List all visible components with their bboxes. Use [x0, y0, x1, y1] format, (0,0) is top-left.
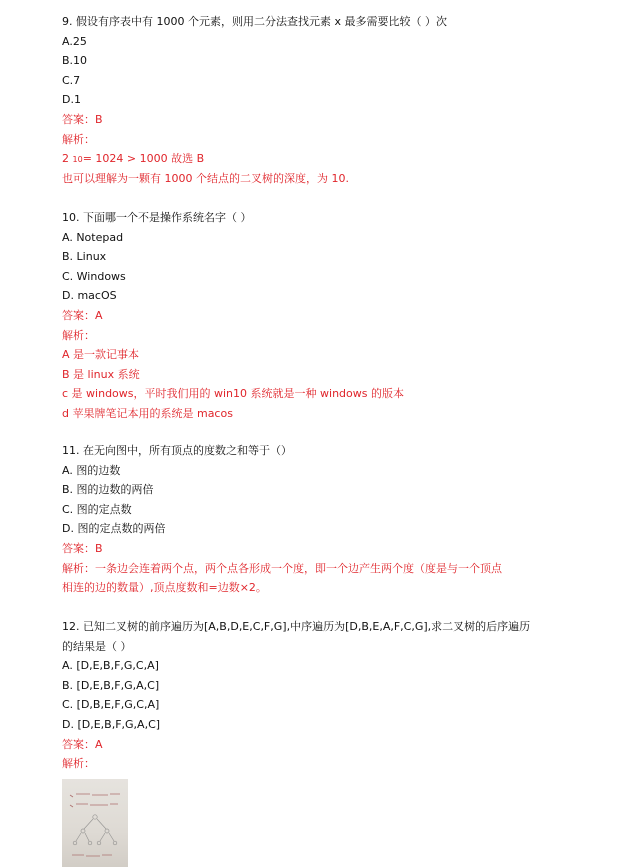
question-12-option-a: A. [D,E,B,F,G,C,A]: [62, 659, 159, 673]
question-9-text: 9. 假设有序表中有 1000 个元素，则用二分法查找元素 x 最多需要比较（ ）次: [62, 15, 447, 28]
question-12-option-b: B. [D,E,B,F,G,A,C]: [62, 678, 160, 692]
question-11-option-d: D. 图的定点数的两倍: [62, 522, 166, 536]
question-9-analysis-label: 解析：: [62, 132, 95, 146]
question-11-analysis-line-2: 相连的边的数量）,顶点度数和=边数×2。: [62, 581, 267, 595]
question-10-explanation-b: B 是 linux 系统: [62, 367, 140, 381]
exp-exponent: 10: [72, 155, 83, 165]
question-9-explanation-1: [62, 149, 602, 169]
question-12-option-d: D. [D,E,B,F,G,A,C]: [62, 717, 161, 731]
handwritten-tree-photo: [62, 779, 128, 867]
question-9-option-d: D.1: [62, 93, 81, 107]
question-11-text: 11. 在无向图中，所有顶点的度数之和等于（）: [62, 444, 292, 457]
question-11-option-c: C. 图的定点数: [62, 502, 132, 516]
question-9-answer: 答案：B: [62, 112, 103, 126]
question-12: [62, 617, 602, 774]
question-12-analysis-label: 解析：: [62, 757, 95, 771]
question-11-option-a: A. 图的边数: [62, 463, 121, 477]
question-11-analysis-line-1: 解析：一条边会连着两个点，两个点各形成一个度，即一个边产生两个度（度是与一个顶点: [62, 561, 502, 575]
question-10-option-c: C. Windows: [62, 269, 126, 283]
question-10-text: 10. 下面哪一个不是操作系统名字（ ）: [62, 211, 252, 224]
question-12-text-line-1: 12. 已知二叉树的前序遍历为[A,B,D,E,C,F,G],中序遍历为[D,B,E,A,F,C,G],求二叉树的后序遍历: [62, 620, 531, 633]
question-12-text-line-2: 的结果是（ ）: [62, 639, 132, 653]
question-9-option-b: B.10: [62, 54, 88, 68]
question-9-explanation-2: 也可以理解为一颗有 1000 个结点的二叉树的深度，为 10.: [62, 171, 349, 185]
question-10-explanation-d: d 苹果牌笔记本用的系统是 macos: [62, 406, 233, 420]
question-10: [62, 208, 602, 424]
exp-rest: = 1024 > 1000 故选 B: [82, 152, 205, 166]
handwritten-tree-sketch: [62, 779, 128, 867]
question-9: [62, 12, 602, 188]
question-10-analysis-label: 解析：: [62, 328, 95, 342]
question-10-answer: 答案：A: [62, 308, 103, 322]
question-11-option-b: B. 图的边数的两倍: [62, 483, 154, 497]
exp-base: 2: [62, 152, 69, 166]
question-9-option-c: C.7: [62, 73, 81, 87]
question-10-option-d: D. macOS: [62, 289, 117, 303]
question-10-explanation-c: c 是 windows，平时我们用的 win10 系统就是一种 windows 的版本: [62, 387, 404, 401]
question-9-option-a: A.25: [62, 34, 87, 48]
question-10-option-a: A. Notepad: [62, 230, 124, 244]
question-11: [62, 441, 602, 598]
question-12-answer: 答案：A: [62, 737, 103, 751]
question-10-option-b: B. Linux: [62, 250, 107, 264]
question-11-answer: 答案：B: [62, 541, 103, 555]
question-10-explanation-a: A 是一款记事本: [62, 348, 140, 362]
question-12-option-c: C. [D,B,E,F,G,C,A]: [62, 698, 160, 712]
